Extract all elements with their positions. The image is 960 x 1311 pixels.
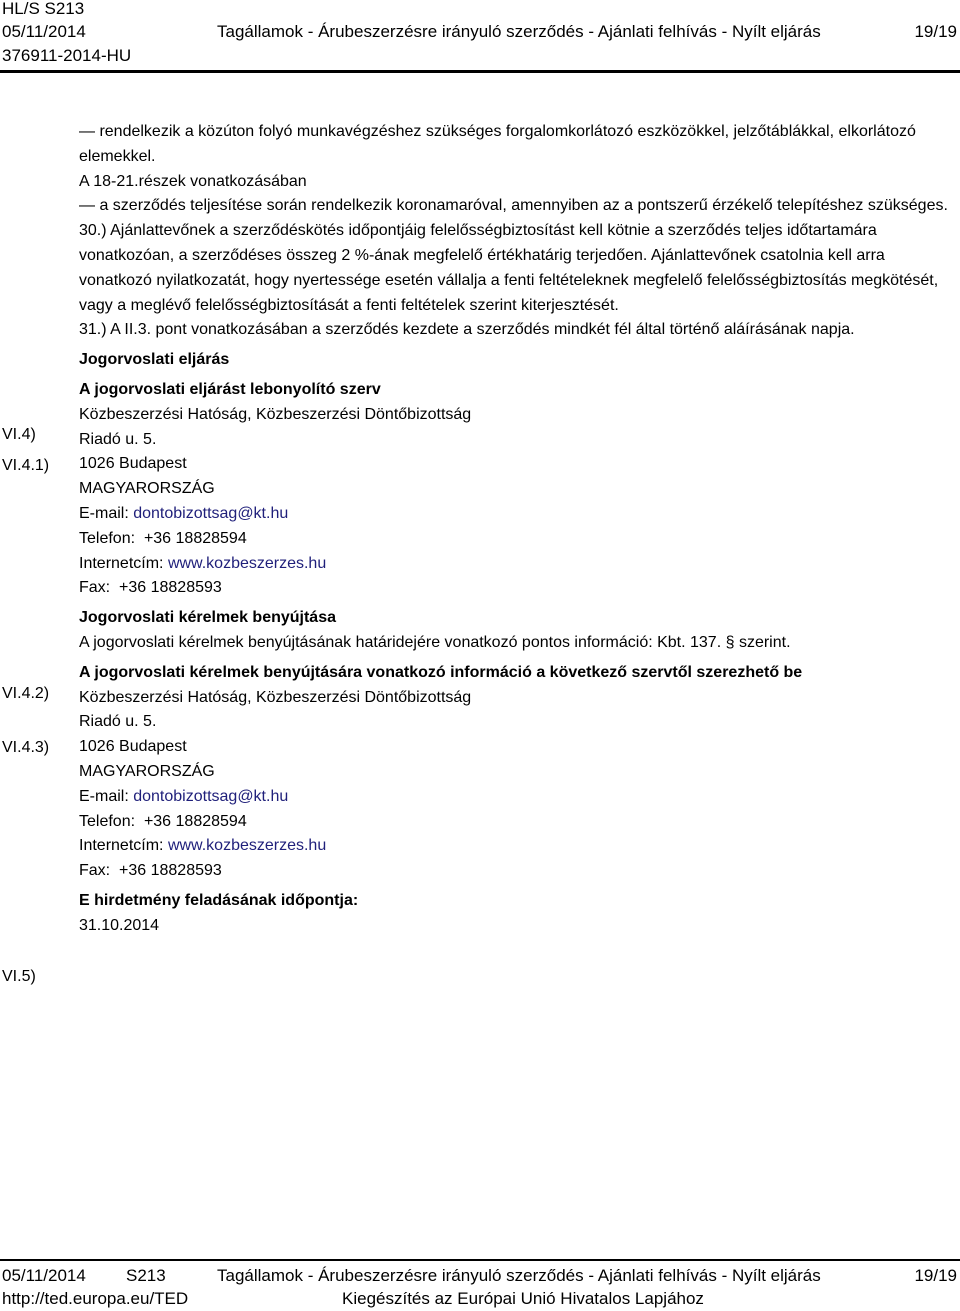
review-body-phone-line: Telefon: +36 18828594 [79, 529, 247, 547]
paragraph-traffic-equipment: — rendelkezik a közúton folyó munkavégzéshez szükséges forgalomkorlátozó eszközökkel, jelzőtáblákkal, elkorlátozó elemekkel. [79, 123, 916, 165]
review-body-name: Közbeszerzési Hatóság, Közbeszerzési Döntőbizottság [79, 405, 472, 423]
header-document-id: 376911-2014-HU [2, 46, 132, 65]
document-body [79, 120, 957, 939]
header-title: Tagállamok - Árubeszerzésre irányuló szerződés - Ajánlati felhívás - Nyílt eljárás [217, 22, 821, 41]
footer-title: Tagállamok - Árubeszerzésre irányuló szerződés - Ajánlati felhívás - Nyílt eljárás [217, 1266, 821, 1285]
heading-review-body: A jogorvoslati eljárást lebonyolító szerv [79, 380, 381, 398]
review-body-web-link[interactable]: www.kozbeszerzes.hu [167, 554, 327, 572]
info-source-email-link[interactable]: dontobizottsag@kt.hu [133, 787, 289, 805]
footer-page-number: 19/19 [914, 1266, 957, 1285]
heading-submission: Jogorvoslati kérelmek benyújtása [79, 609, 336, 627]
paragraph-contract-start: 31.) A II.3. pont vonatkozásában a szerződés kezdete a szerződés mindkét fél által történő aláírásának napja. [79, 321, 855, 339]
info-source-street: Riadó u. 5. [79, 713, 157, 731]
info-source-country: MAGYARORSZÁG [79, 762, 215, 780]
review-body-city: 1026 Budapest [79, 455, 187, 473]
paragraph-liability-insurance: 30.) Ajánlattevőnek a szerződéskötés időpontjáig felelősségbiztosítást kell kötnie a szerződés teljes időtartamára vonatkozóan, a szerződéses összeg 2 %-ának megfelelő értékhatárig terjedően. Ajánlattevőnek csatolnia kell arra vonatkozó nyilatkozatát, hogy nyertessége esetén vállalja a fenti feltételeknek megfelelő felelősségbiztosítás megkötését, vagy a meglévő felelősségbiztosítását a fenti feltételek szerint kiterjesztését. [79, 222, 939, 314]
heading-review-procedure: Jogorvoslati eljárás [79, 351, 230, 369]
heading-dispatch-date: E hirdetmény feladásának időpontja: [79, 891, 359, 909]
review-body-country: MAGYARORSZÁG [79, 480, 215, 498]
footer-rule [0, 1259, 960, 1261]
section-number-vi4: VI.4) [2, 426, 36, 443]
info-source-fax-line: Fax: +36 18828593 [79, 862, 222, 880]
footer-date: 05/11/2014 [2, 1266, 86, 1285]
heading-info-source: A jogorvoslati kérelmek benyújtására vonatkozó információ a következő szervtől szerezhető be [79, 663, 803, 681]
footer-issue: S213 [126, 1266, 166, 1285]
section-number-vi43: VI.4.3) [2, 739, 50, 756]
header-date: 05/11/2014 [2, 22, 86, 41]
review-body-street: Riadó u. 5. [79, 430, 157, 448]
info-source-web-link[interactable]: www.kozbeszerzes.hu [167, 837, 327, 855]
info-source-name: Közbeszerzési Hatóság, Közbeszerzési Döntőbizottság [79, 688, 472, 706]
info-source-web-line: Internetcím: www.kozbeszerzes.hu [79, 837, 327, 855]
info-source-phone-line: Telefon: +36 18828594 [79, 812, 247, 830]
section-number-vi5: VI.5) [2, 968, 36, 985]
review-body-email-link[interactable]: dontobizottsag@kt.hu [133, 504, 289, 522]
footer-ted-link[interactable]: http://ted.europa.eu/TED [2, 1289, 189, 1308]
section-number-vi42: VI.4.2) [2, 685, 50, 702]
info-source-email-line: E-mail: dontobizottsag@kt.hu [79, 787, 289, 805]
paragraph-parts-18-21: A 18-21.részek vonatkozásában [79, 172, 307, 190]
review-body-email-line: E-mail: dontobizottsag@kt.hu [79, 504, 289, 522]
header-journal: HL/S S213 [2, 0, 85, 18]
submission-text: A jogorvoslati kérelmek benyújtásának határidejére vonatkozó pontos információ: Kbt. 137. § szerint. [79, 633, 791, 651]
review-body-web-line: Internetcím: www.kozbeszerzes.hu [79, 554, 327, 572]
header-rule [0, 70, 960, 73]
footer-publisher: Kiegészítés az Európai Unió Hivatalos Lapjához [342, 1289, 704, 1308]
paragraph-milling-machine: — a szerződés teljesítése során rendelkezik koronamaróval, amennyiben az a pontszerű érzékelő telepítéshez szükséges. [79, 197, 948, 215]
dispatch-date: 31.10.2014 [79, 916, 160, 934]
info-source-city: 1026 Budapest [79, 738, 187, 756]
section-number-vi41: VI.4.1) [2, 457, 50, 474]
header-page-number: 19/19 [914, 22, 957, 41]
review-body-fax-line: Fax: +36 18828593 [79, 579, 222, 597]
